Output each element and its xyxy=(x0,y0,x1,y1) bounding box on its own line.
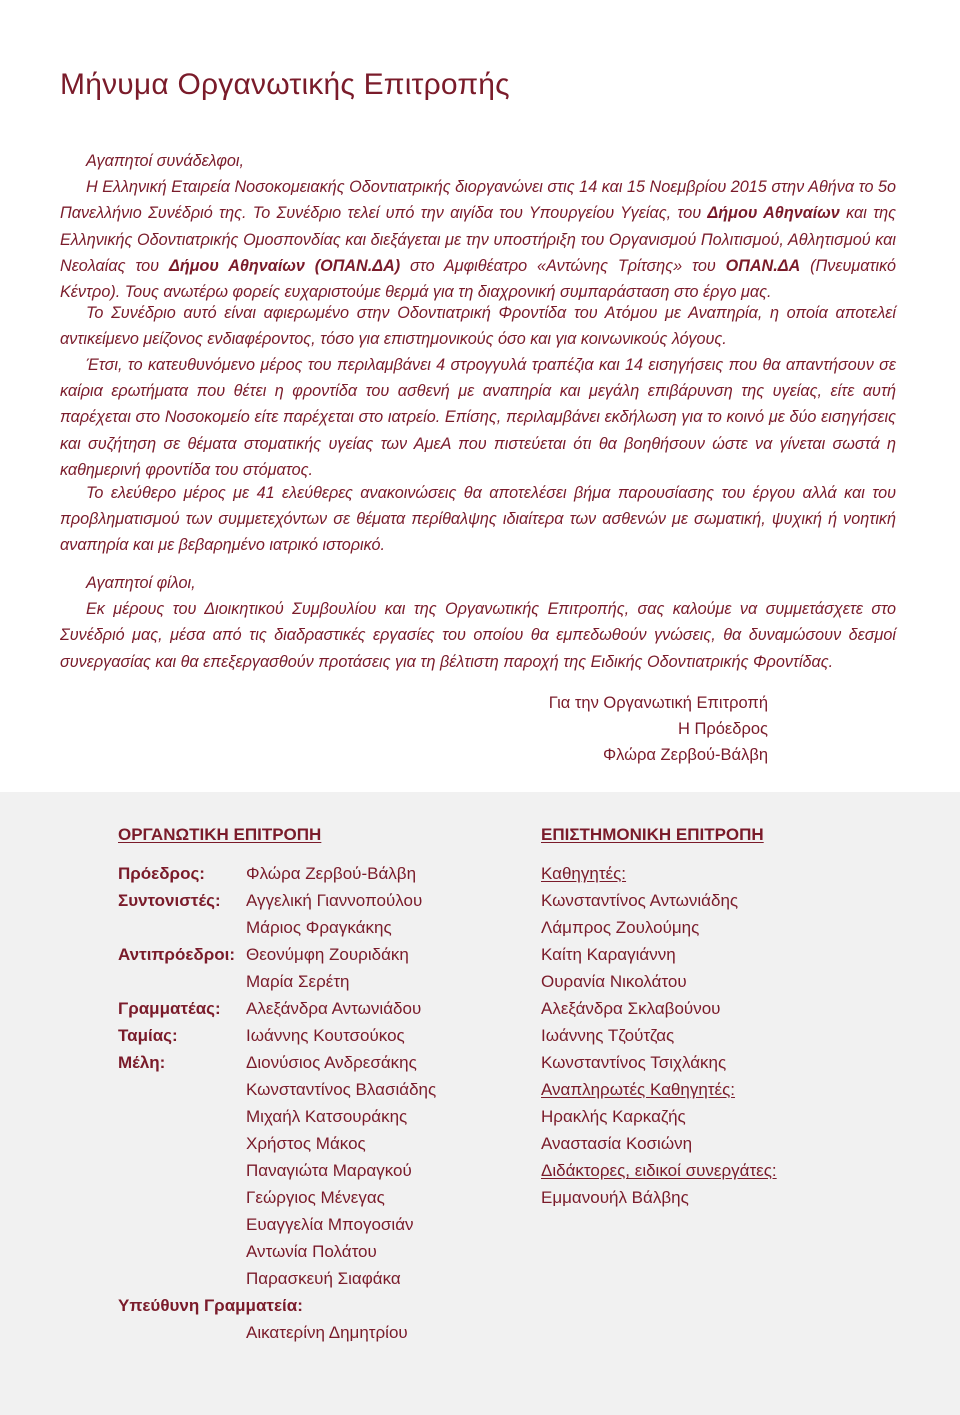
p4-text: Το ελεύθερο μέρος με 41 ελεύθερες ανακοινώσεις θα αποτελέσει βήμα παρουσίασης του έργου αλλά και του προβληματισμού των συμμετεχόντων σε θέματα περίθαλψης ιδιαίτερα των ασθενών με σωματική, ψυχική ή νοητική αναπηρία και με βεβαρημένο ιατρικό ιστορικό. xyxy=(60,484,896,555)
p3-text: Έτσι, το κατευθυνόμενο μέρος του περιλαμβάνει 4 στρογγυλά τραπέζια και 14 εισηγήσεις που θα απαντήσουν σε καίρια ερωτήματα που θέτει η φροντίδα του ασθενή με αναπηρία και μεγάλη επιβάρυνση της υγείας, είτε αυτή παρέχεται στο Νοσοκομείο είτε παρέχεται στο ιατρείο. Επίσης, περιλαμβάνει εκδήλωση για το κοινό με δύο εισηγήσεις και συζήτηση σε θέματα στοματικής υγείας των ΑμεΑ που πιστεύεται ότι θα βοηθήσουν ώστε να γίνεται σωστά η καθημερινή φροντίδα του στόματος. xyxy=(60,356,896,479)
greeting-2: Αγαπητοί φίλοι, xyxy=(86,574,196,592)
member-name: Διονύσιος Ανδρεσάκης xyxy=(246,1053,417,1072)
role-label xyxy=(118,1184,246,1211)
member-name: Παρασκευή Σιαφάκα xyxy=(246,1269,401,1288)
committee-row xyxy=(118,1022,458,1049)
committee-row xyxy=(118,1103,458,1130)
role-label xyxy=(118,1238,246,1265)
member-name: Ευαγγελία Μπογοσιάν xyxy=(246,1215,414,1234)
role-label: Συντονιστές: xyxy=(118,891,221,910)
p1-text-b: Δήμου Αθηναίων xyxy=(707,204,840,223)
secretariat-name-row xyxy=(118,1319,458,1346)
doctors-label: Διδάκτορες, ειδικοί συνεργάτες: xyxy=(541,1161,777,1180)
committee-row xyxy=(118,1049,458,1076)
committee-row xyxy=(118,968,458,995)
p1-text-a: Η Ελληνική Εταιρεία Νοσοκομειακής Οδοντιατρικής διοργανώνει στις 14 και 15 Νοεμβρίου 2015 στην Αθήνα το 5ο Πανελλήνιο Συνέδριό της. Το Συνέδριο τελεί υπό την αιγίδα του Υπουργείου Υγείας, του xyxy=(60,178,896,223)
message-paragraph-4 xyxy=(60,480,896,559)
committee-row xyxy=(118,887,458,914)
member-name: Φλώρα Ζερβού-Βάλβη xyxy=(246,864,417,883)
p2-text: Το Συνέδριο αυτό είναι αφιερωμένο στην Οδοντιατρική Φροντίδα του Ατόμου με Αναπηρία, η οποία αποτελεί αντικείμενο μείζονος ενδιαφέροντος, τόσο για επιστημονικούς όσο και για κοινωνικούς λόγους. xyxy=(60,304,896,349)
signature-block xyxy=(549,690,768,768)
p1-text-d: Δήμου Αθηναίων (ΟΠΑΝ.ΔΑ) xyxy=(168,256,401,275)
organizing-committee-heading: ΟΡΓΑΝΩΤΙΚΗ ΕΠΙΤΡΟΠΗ xyxy=(118,825,322,844)
signature-line-3: Φλώρα Ζερβού-Βάλβη xyxy=(602,746,768,764)
p1-text-f: ΟΠΑΝ.ΔΑ xyxy=(725,256,801,275)
member-name: Ιωάννης Κουτσούκος xyxy=(246,1026,405,1045)
professor-name: Λάμπρος Ζουλούμης xyxy=(541,918,700,937)
secretariat-name: Αικατερίνη Δημητρίου xyxy=(246,1323,408,1342)
p1-text-e: στο Αμφιθέατρο «Αντώνης Τρίτσης» του xyxy=(400,256,726,275)
role-label xyxy=(118,1130,246,1157)
professor-name: Ουρανία Νικολάτου xyxy=(541,972,687,991)
message-paragraph-2 xyxy=(60,300,896,352)
member-name: Γεώργιος Μένεγας xyxy=(246,1188,385,1207)
professor-name: Κωνσταντίνος Αντωνιάδης xyxy=(541,891,739,910)
committee-row xyxy=(118,1238,458,1265)
p1-text-g: (Πνευματικό Κέντρο). Τους ανωτέρω φορείς ευχαριστούμε θερμά για τη διαχρονική συμπαράσταση στο έργο μας. xyxy=(60,256,897,302)
signature-line-1: Για την Οργανωτική Επιτροπή xyxy=(548,694,768,712)
member-name: Κωνσταντίνος Βλασιάδης xyxy=(246,1080,437,1099)
role-label xyxy=(118,968,246,995)
member-name: Αγγελική Γιαννοπούλου xyxy=(246,891,423,910)
role-label: Ταμίας: xyxy=(118,1026,178,1045)
role-label xyxy=(118,1211,246,1238)
associate-professor-name: Ηρακλής Καρκαζής xyxy=(541,1107,686,1126)
committee-row xyxy=(118,1157,458,1184)
committee-row xyxy=(118,1211,458,1238)
signature-line-2: Η Πρόεδρος xyxy=(677,720,768,738)
role-label xyxy=(118,1265,246,1292)
member-name: Μιχαήλ Κατσουράκης xyxy=(246,1107,408,1126)
professor-name: Αλεξάνδρα Σκλαβούνου xyxy=(541,999,721,1018)
message-paragraph-3 xyxy=(60,352,896,483)
scientific-committee-heading: ΕΠΙΣΤΗΜΟΝΙΚΗ ΕΠΙΤΡΟΠΗ xyxy=(541,825,764,844)
committee-row xyxy=(118,1184,458,1211)
scientific-committee-list xyxy=(541,860,861,1211)
associate-professors-label: Αναπληρωτές Καθηγητές: xyxy=(541,1080,735,1099)
committee-row xyxy=(118,914,458,941)
member-name: Αλεξάνδρα Αντωνιάδου xyxy=(246,999,422,1018)
committee-row xyxy=(118,941,458,968)
role-label xyxy=(118,914,246,941)
p5-text: Εκ μέρους του Διοικητικού Συμβουλίου και της Οργανωτικής Επιτροπής, σας καλούμε να συμμετάσχετε στο Συνέδριό μας, μέσα από τις διαδραστικές εργασίες του οποίου θα εμπεδωθούν γνώσεις, θα δυναμώσουν δεσμοί συνεργασίας και θα επεξεργασθούν προτάσεις για τη βέλτιστη παροχή της Ειδικής Οδοντιατρικής Φροντίδας. xyxy=(60,600,896,671)
role-label: Αντιπρόεδροι: xyxy=(118,945,235,964)
p1-text-c: και της Ελληνικής Οδοντιατρικής Ομοσπονδίας και διεξάγεται με την υποστήριξη του Οργανισμού Πολιτισμού, Αθλητισμού και Νεολαίας του xyxy=(60,204,897,275)
greeting: Αγαπητοί συνάδελφοι, xyxy=(86,152,244,170)
role-label xyxy=(118,1103,246,1130)
committee-row xyxy=(118,1076,458,1103)
committee-row xyxy=(118,1130,458,1157)
member-name: Παναγιώτα Μαραγκού xyxy=(246,1161,412,1180)
member-name: Μάριος Φραγκάκης xyxy=(246,918,392,937)
professors-label: Καθηγητές: xyxy=(541,864,627,883)
professor-name: Κωνσταντίνος Τσιχλάκης xyxy=(541,1053,727,1072)
role-label: Πρόεδρος: xyxy=(118,864,205,883)
message-paragraph-1 xyxy=(60,148,896,305)
professor-name: Καίτη Καραγιάννη xyxy=(541,945,676,964)
page-title: Μήνυμα Οργανωτικής Επιτροπής xyxy=(60,68,510,101)
organizing-committee-list xyxy=(118,860,458,1346)
member-name: Μαρία Σερέτη xyxy=(246,972,350,991)
message-paragraph-5 xyxy=(60,570,896,675)
professor-name: Ιωάννης Τζούτζας xyxy=(541,1026,675,1045)
committee-row xyxy=(118,860,458,887)
role-label: Γραμματέας: xyxy=(118,999,221,1018)
associate-professor-name: Αναστασία Κοσιώνη xyxy=(541,1134,693,1153)
committee-row xyxy=(118,995,458,1022)
role-label: Μέλη: xyxy=(118,1053,166,1072)
committee-row xyxy=(118,1265,458,1292)
secretariat-row xyxy=(118,1292,458,1319)
role-label xyxy=(118,1076,246,1103)
role-label xyxy=(118,1157,246,1184)
member-name: Θεονύμφη Ζουριδάκη xyxy=(246,945,409,964)
secretariat-label: Υπεύθυνη Γραμματεία: xyxy=(118,1296,303,1315)
member-name: Αντωνία Πολάτου xyxy=(246,1242,377,1261)
doctor-name: Εμμανουήλ Βάλβης xyxy=(541,1188,689,1207)
member-name: Χρήστος Μάκος xyxy=(246,1134,366,1153)
